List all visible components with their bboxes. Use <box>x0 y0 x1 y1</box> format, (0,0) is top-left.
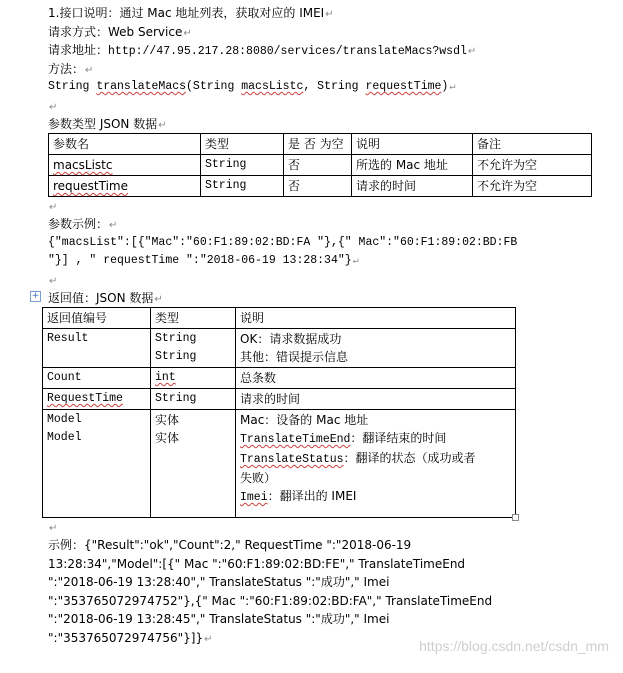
example-text-3: ":"2018-06-19 13:28:40"," TranslateStatus ":"成功"," Imei <box>48 575 390 589</box>
method-label-text: 方法： <box>48 61 85 76</box>
return-type-line-1: 实体 <box>155 413 180 427</box>
table-row <box>43 389 516 410</box>
param-cell-type: String <box>201 155 284 176</box>
example-line-3 <box>48 573 608 592</box>
return-desc-line-2: 其他：错误提示信息 <box>240 350 349 364</box>
return-cell-desc: 总条数 <box>236 368 516 389</box>
param-type-heading-text: 参数类型 JSON 数据 <box>48 116 158 131</box>
example-line-1 <box>48 536 608 555</box>
method-arg-name-2: requestTime <box>365 80 442 93</box>
param-name-text: requestTime <box>53 179 128 193</box>
example-line-2 <box>48 555 608 574</box>
return-cell-desc: 请求的时间 <box>236 389 516 410</box>
return-table <box>42 307 516 518</box>
param-cell-note: 不允许为空 <box>473 176 592 197</box>
return-type-line-1: String <box>155 332 197 345</box>
example-line-5 <box>48 610 608 629</box>
return-desc-line-1: OK：请求数据成功 <box>240 332 342 346</box>
request-url-line: 请求地址：http://47.95.217.28:8080/services/translateMacs?wsdl↵ <box>48 43 477 58</box>
return-desc-key-4: Imei <box>240 491 268 504</box>
method-args-3: ) <box>441 80 449 93</box>
param-cell-note: 不允许为空 <box>473 155 592 176</box>
table-move-handle-icon[interactable]: + <box>31 290 40 301</box>
example-text-4: ":"353765072974752"},{" Mac ":"60:F1:89:02:BD:FA"," TranslateTimeEnd <box>48 593 493 608</box>
table-row <box>43 329 516 368</box>
table-row <box>49 155 592 176</box>
param-header-nullable: 是 否 为空 <box>284 134 352 155</box>
param-example-line-2: "}] , " requestTime ":"2018-06-19 13:28:34"}↵ <box>48 254 359 267</box>
request-url: http://47.95.217.28:8080/services/translateMacs?wsdl <box>108 45 467 58</box>
param-cell-nullable: 否 <box>284 176 352 197</box>
method-name: translateMacs <box>96 80 187 93</box>
return-type-line-2: String <box>155 350 197 363</box>
return-heading: + 返回值：JSON 数据↵ <box>31 290 163 305</box>
param-example-heading: 参数示例：↵ <box>48 217 118 231</box>
return-id-line-1: Model <box>47 413 82 426</box>
method-label: 方法：↵ <box>48 61 94 76</box>
return-cell-type <box>151 410 236 518</box>
method-arg-name-1: macsListc <box>241 80 304 93</box>
return-header-desc: 说明 <box>236 308 516 329</box>
request-url-label: 请求地址： <box>48 43 109 57</box>
example-text-5: ":"2018-06-19 13:28:45"," TranslateStatus ":"成功"," Imei <box>48 612 390 626</box>
param-table-header <box>49 134 592 155</box>
example-text-1: 示例：{"Result":"ok","Count":2," RequestTime ":"2018-06-19 <box>48 538 412 552</box>
table-row <box>43 368 516 389</box>
table-row <box>49 176 592 197</box>
section-title: 1.接口说明：通过 Mac 地址列表，获取对应的 IMEI↵ <box>48 6 334 20</box>
param-cell-desc: 所选的 Mac 地址 <box>352 155 473 176</box>
return-cell-id <box>43 389 151 410</box>
return-cell-id <box>43 410 151 518</box>
param-header-note: 备注 <box>473 134 592 155</box>
param-header-desc: 说明 <box>352 134 473 155</box>
example-line-4 <box>48 592 608 611</box>
param-type-heading: 参数类型 JSON 数据↵ <box>48 116 167 131</box>
return-cell-id: Result <box>43 329 151 368</box>
return-cell-id: Count <box>43 368 151 389</box>
return-cell-type <box>151 368 236 389</box>
return-desc-val-4: ：翻译出的 IMEI <box>267 489 357 503</box>
return-desc-key-2: TranslateTimeEnd <box>240 433 351 446</box>
param-example-line-1 <box>48 234 608 253</box>
return-desc-key-3: TranslateStatus <box>240 453 344 466</box>
return-type-text: int <box>155 371 176 384</box>
param-header-name: 参数名 <box>49 134 201 155</box>
method-args-1: (String <box>186 80 242 93</box>
param-example-text-1: {"macsList":[{"Mac":"60:F1:89:02:BD:FA "},{" Mac":"60:F1:89:02:BD:FB <box>48 235 518 249</box>
return-id-line-2: Model <box>47 431 82 444</box>
method-signature: String translateMacs(String macsListc, String requestTime)↵ <box>48 80 456 93</box>
section-title-text: 1.接口说明：通过 Mac 地址列表，获取对应的 IMEI <box>48 6 325 20</box>
return-type-line-2: 实体 <box>155 431 180 445</box>
param-cell-desc: 请求的时间 <box>352 176 473 197</box>
return-cell-desc <box>236 329 516 368</box>
param-cell-type: String <box>201 176 284 197</box>
method-args-2: , String <box>303 80 366 93</box>
return-cell-type: String <box>151 389 236 410</box>
return-desc-line-4 <box>240 487 511 507</box>
return-table-header <box>43 308 516 329</box>
example-line-6: ":"353765072974756"}]}↵ <box>48 630 213 645</box>
return-cell-desc <box>236 410 516 518</box>
return-desc-val-3: ：翻译的状态（成功或者 <box>343 451 476 465</box>
request-method-text: 请求方式：Web Service <box>48 24 183 39</box>
param-cell-name <box>49 176 201 197</box>
return-desc-line-2 <box>240 429 511 449</box>
param-example-heading-text: 参数示例： <box>48 217 109 231</box>
document-body: 1.接口说明：通过 Mac 地址列表，获取对应的 IMEI↵ 请求方式：Web Service↵ 请求地址：http://47.95.217.28:8080/services/translateMacs?wsdl↵ 方法：↵ String translateMacs(String macsListc, String requestTime)↵ ↵ 参数类型 JSON 数据↵ 参数名 类型 是 否 为空 说明 备注 macsListc String 否 所选的 Mac 地址 不允许为空 requestTime String 否 请求的时间 不允许为空 ↵ 参数示例：↵ {"macsList":[{"Mac":"60:F1:89:02:BD:FA "},{" Mac":"60:F1:89:02:BD:FB "}] , " requestTime ":"2018-06-19 13:28:34"}↵ ↵ + 返回值：JSON 数据↵ 返回值编号 类型 说明 Result String String OK：请求数据成功 其他：错误提示信息 Count int 总条数 RequestTime String 请求的时间 Model Model 实体 实体 Mac：设备的 Mac 地址 TranslateTimeEnd：翻译结束的时间 TranslateStatus：翻译的状态（成功或者 失败） Imei：翻译出的 IMEI ↵ 示例：{"Result":"ok","Count":2," RequestTime ":"2018-06-19 13:28:34","Model":[{" Mac ":"60:F1:89:02:BD:FE"," TranslateTimeEnd ":"2018-06-19 13:28:40"," TranslateStatus ":"成功"," Imei ":"353765072974752"},{" Mac ":"60:F1:89:02:BD:FA"," TranslateTimeEnd ":"2018-06-19 13:28:45"," TranslateStatus ":"成功"," Imei ":"353765072974756"}]}↵ <box>48 4 608 647</box>
param-example-text-2: "}] , " requestTime ":"2018-06-19 13:28:34"} <box>48 254 352 267</box>
return-cell-type <box>151 329 236 368</box>
param-cell-nullable: 否 <box>284 155 352 176</box>
return-header-id: 返回值编号 <box>43 308 151 329</box>
return-header-type: 类型 <box>151 308 236 329</box>
table-row <box>43 410 516 518</box>
return-desc-val-2: ：翻译结束的时间 <box>350 431 447 445</box>
example-text-2: 13:28:34","Model":[{" Mac ":"60:F1:89:02:BD:FE"," TranslateTimeEnd <box>48 556 466 571</box>
request-method: 请求方式：Web Service↵ <box>48 24 192 39</box>
return-desc-line-1: Mac：设备的 Mac 地址 <box>240 413 369 427</box>
param-name-text: macsListc <box>53 158 113 172</box>
method-return-type: String <box>48 80 97 93</box>
param-table <box>48 133 592 197</box>
watermark: https://blog.csdn.net/csdn_mm <box>419 637 609 654</box>
param-header-type: 类型 <box>201 134 284 155</box>
param-cell-name <box>49 155 201 176</box>
table-resize-handle-icon[interactable] <box>512 514 519 521</box>
example-text-6: ":"353765072974756"}]} <box>48 630 204 645</box>
return-desc-line-3 <box>240 449 511 469</box>
return-id-text: RequestTime <box>47 392 123 405</box>
return-heading-text: 返回值：JSON 数据 <box>48 290 154 305</box>
return-desc-line-3b: 失败） <box>240 471 277 485</box>
